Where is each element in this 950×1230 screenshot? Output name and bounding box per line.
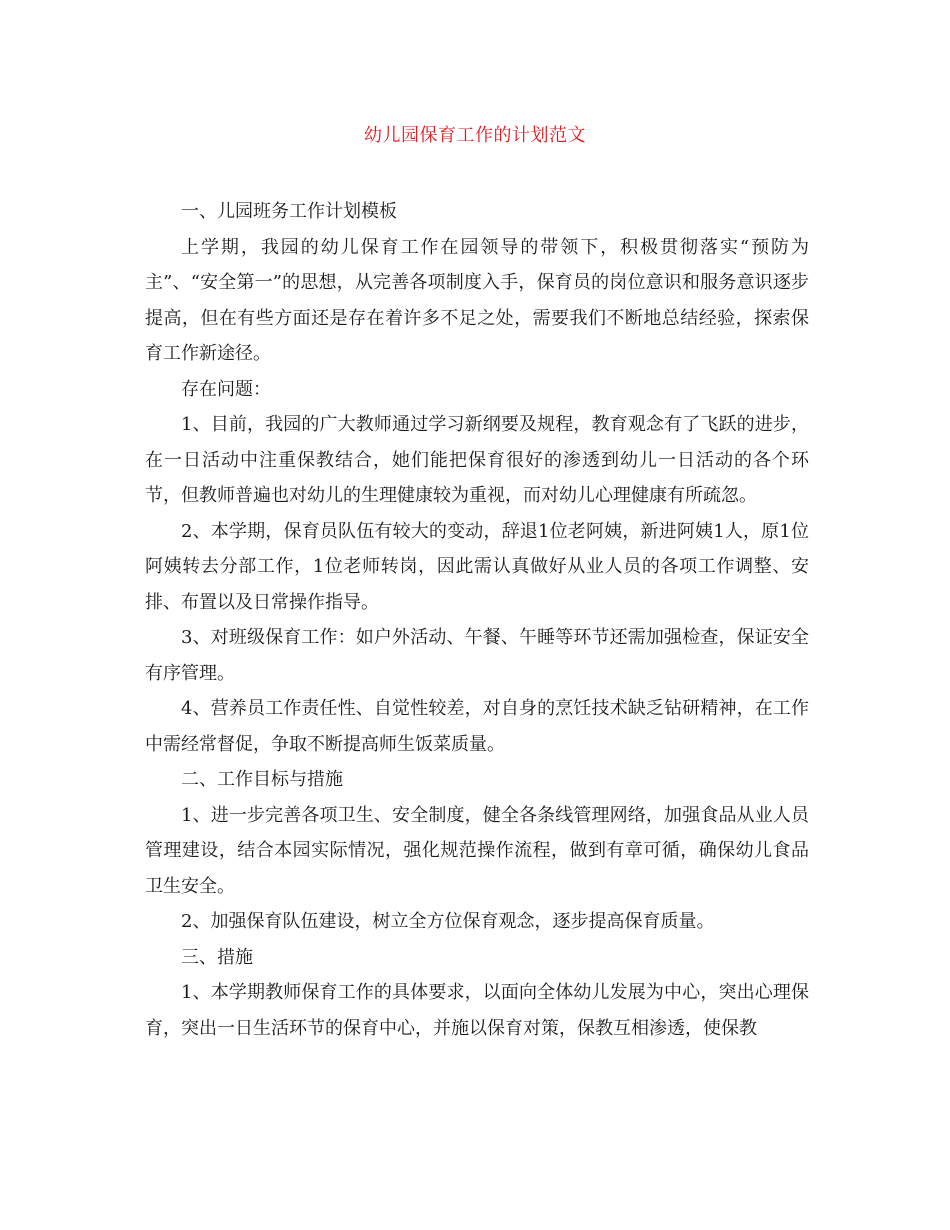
section-heading-3: 三、措施: [181, 946, 253, 968]
paragraph-problem-2: 2、本学期，保育员队伍有较大的变动，辞退1位老阿姨，新进阿姨1人，原1位阿姨转去分部工作，1位老师转岗，因此需认真做好从业人员的各项工作调整、安排、布置以及日常操作指导。: [145, 520, 809, 613]
document-title: 幼儿园保育工作的计划范文: [364, 125, 586, 146]
paragraph-goal-1: 1、进一步完善各项卫生、安全制度，健全各条线管理网络，加强食品从业人员管理建设，结合本园实际情况，强化规范操作流程，做到有章可循，确保幼儿食品卫生安全。: [145, 804, 809, 897]
paragraph-problem-3: 3、对班级保育工作：如户外活动、午餐、午睡等环节还需加强检查，保证安全有序管理。: [145, 627, 809, 684]
paragraph-problem-1: 1、目前，我园的广大教师通过学习新纲要及规程，教育观念有了飞跃的进步，在一日活动中注重保教结合，她们能把保育很好的渗透到幼儿一日活动的各个环节，但教师普遍也对幼儿的生理健康较为重视，而对幼儿心理健康有所疏忽。: [145, 414, 809, 506]
paragraph-goal-2: 2、加强保育队伍建设，树立全方位保育观念，逐步提高保育质量。: [181, 911, 715, 932]
paragraph-intro: 上学期，我园的幼儿保育工作在园领导的带领下，积极贯彻落实“预防为主”、“安全第一”的思想，从完善各项制度入手，保育员的岗位意识和服务意识逐步提高，但在有些方面还是存在着许多不足之处，需要我们不断地总结经验，探索保育工作新途径。: [145, 236, 809, 364]
paragraph-problem-4: 4、营养员工作责任性、自觉性较差，对自身的烹饪技术缺乏钻研精神，在工作中需经常督促，争取不断提高师生饭菜质量。: [145, 698, 809, 755]
subheading-problems: 存在问题：: [181, 378, 271, 400]
document-body: [145, 194, 809, 1046]
section-heading-1: 一、儿园班务工作计划模板: [181, 201, 397, 222]
paragraph-measure-1: 1、本学期教师保育工作的具体要求，以面向全体幼儿发展为中心，突出心理保育，突出一日生活环节的保育中心，并施以保育对策，保教互相渗透，使保教: [145, 982, 809, 1039]
section-heading-2: 二、工作目标与措施: [181, 769, 343, 790]
